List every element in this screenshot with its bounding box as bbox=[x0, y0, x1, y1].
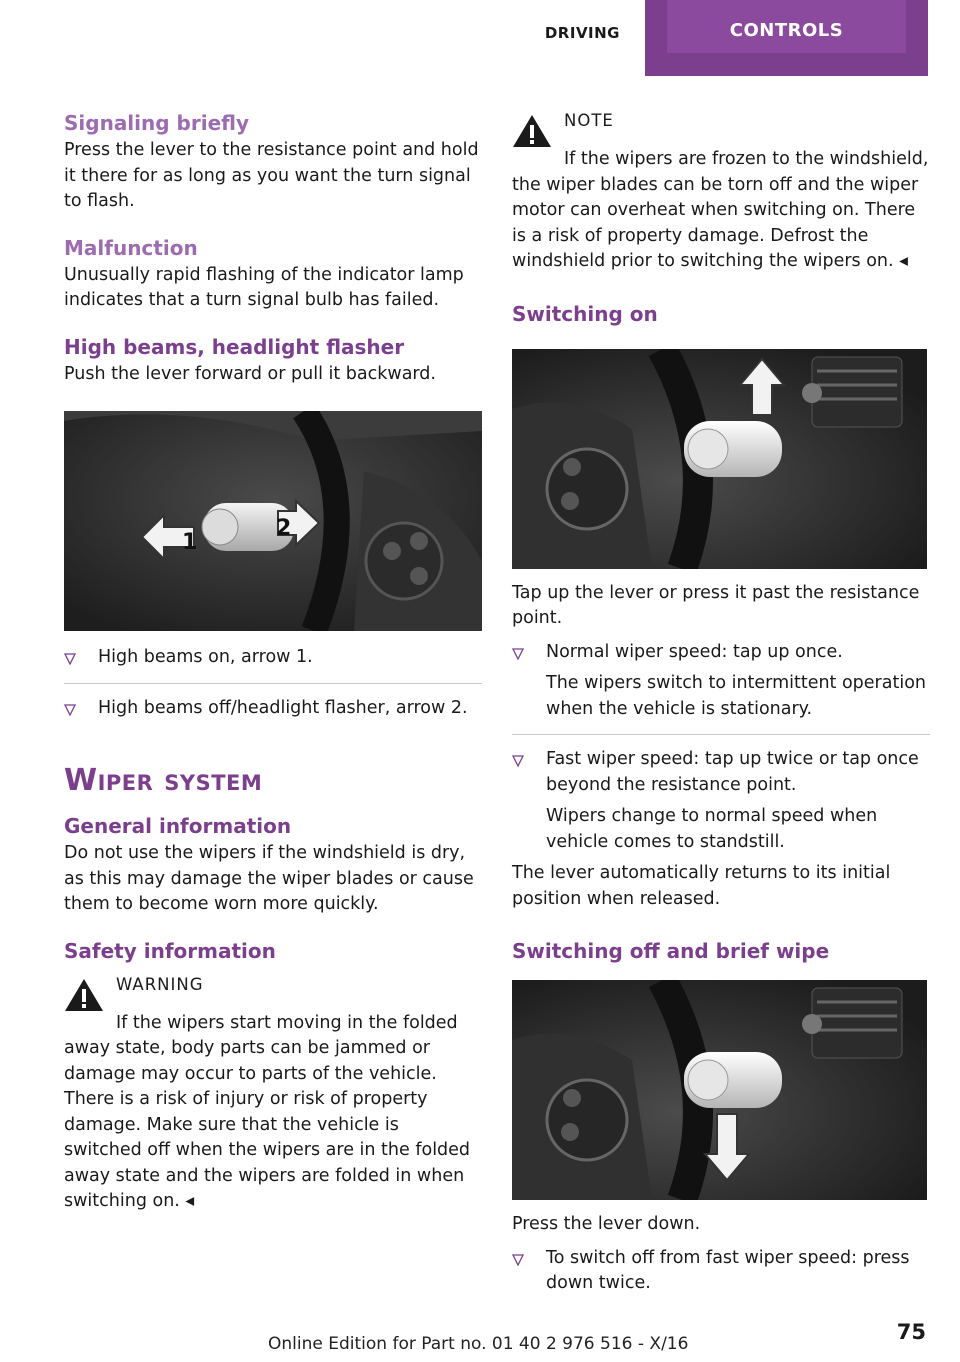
highbeams-heading: High beams, headlight flasher bbox=[64, 334, 405, 359]
malfunction-heading: Malfunction bbox=[64, 235, 198, 260]
wiper-on-figure bbox=[512, 349, 927, 569]
chapter-label: CONTROLS bbox=[729, 20, 844, 41]
switching-off-text: Press the lever down. bbox=[512, 1214, 701, 1234]
signaling-heading: Signaling briefly bbox=[64, 111, 249, 135]
right-column bbox=[512, 108, 930, 1297]
bullet-triangle-icon bbox=[64, 704, 76, 716]
warning-triangle-icon bbox=[512, 114, 552, 149]
switching-on-heading: Switching on bbox=[512, 301, 658, 326]
list-item bbox=[512, 640, 930, 723]
wiper-system-title: Wiper system bbox=[64, 763, 263, 798]
highbeam-lever-illustration bbox=[64, 411, 482, 631]
highbeam-list bbox=[64, 645, 482, 721]
switch-off-list bbox=[512, 1246, 930, 1297]
safety-info-heading: Safety information bbox=[64, 938, 276, 963]
warning-text: If the wipers start moving in the folded away state, body parts can be jammed or damage may occur to parts of the vehicle. There is a risk of injury or risk of property damage. Make sure that the vehicle is switched off when the wipers are in the folded away state and the wipers are folded in when switching on. ◂ bbox=[64, 1012, 471, 1211]
page-header bbox=[0, 0, 960, 76]
signaling-text: Press the lever to the resistance point and hold it there for as long as you want the turn signal to flash. bbox=[64, 140, 479, 211]
warning-triangle-icon bbox=[64, 978, 104, 1013]
chapter-tab bbox=[645, 0, 928, 76]
wiper-speed-list bbox=[512, 640, 930, 856]
general-info-text: Do not use the wipers if the windshield is dry, as this may damage the wiper blades or cause them to become worn more quickly. bbox=[64, 843, 474, 914]
bullet-subtext: Wipers change to normal speed when vehicle comes to standstill. bbox=[546, 806, 878, 852]
bullet-text: High beams on, arrow 1. bbox=[98, 647, 313, 667]
page-number: 75 bbox=[896, 1320, 926, 1344]
bullet-triangle-icon bbox=[512, 1254, 524, 1266]
list-item bbox=[512, 734, 930, 855]
auto-return-text: The lever automatically returns to its initial position when released. bbox=[512, 863, 891, 909]
bullet-text: To switch off from fast wiper speed: press down twice. bbox=[546, 1247, 910, 1293]
bullet-text: Fast wiper speed: tap up twice or tap once beyond the resistance point. bbox=[546, 749, 919, 795]
arrow-1-label: 1 bbox=[182, 530, 198, 555]
left-column bbox=[64, 108, 482, 1215]
warning-label: WARNING bbox=[116, 974, 204, 994]
malfunction-text: Unusually rapid flashing of the indicator lamp indicates that a turn signal bulb has failed. bbox=[64, 264, 464, 310]
list-item bbox=[64, 645, 482, 671]
bullet-text: Normal wiper speed: tap up once. bbox=[546, 641, 843, 662]
arrow-2-label: 2 bbox=[276, 516, 292, 541]
switching-on-text: Tap up the lever or press it past the resistance point. bbox=[512, 582, 920, 628]
section-label: DRIVING bbox=[544, 24, 620, 42]
bullet-triangle-icon bbox=[512, 648, 524, 660]
bullet-triangle-icon bbox=[64, 653, 76, 665]
wiper-off-figure bbox=[512, 980, 927, 1200]
wiper-up-illustration bbox=[512, 349, 927, 569]
bullet-triangle-icon bbox=[512, 755, 524, 767]
warning-block bbox=[64, 972, 482, 1013]
list-item bbox=[64, 683, 482, 722]
bullet-subtext: The wipers switch to intermittent operation when the vehicle is stationary. bbox=[546, 673, 927, 719]
highbeams-text: Push the lever forward or pull it backward. bbox=[64, 363, 436, 384]
switching-off-heading: Switching off and brief wipe bbox=[512, 939, 830, 963]
note-text: If the wipers are frozen to the windshield, the wiper blades can be torn off and the wiper motor can overheat when switching on. There is a risk of property damage. Defrost the windshield prior to switching the wipers on. ◂ bbox=[512, 149, 929, 271]
wiper-system-heading bbox=[64, 761, 482, 801]
bullet-text: High beams off/headlight flasher, arrow 2. bbox=[98, 697, 468, 718]
note-block bbox=[512, 108, 930, 149]
edition-text: Online Edition for Part no. 01 40 2 976 516 - X/16 bbox=[268, 1334, 689, 1354]
wiper-down-illustration bbox=[512, 980, 927, 1200]
general-info-heading: General information bbox=[64, 814, 292, 838]
note-label: NOTE bbox=[564, 111, 614, 130]
highbeam-lever-figure bbox=[64, 411, 482, 631]
list-item bbox=[512, 1246, 930, 1297]
